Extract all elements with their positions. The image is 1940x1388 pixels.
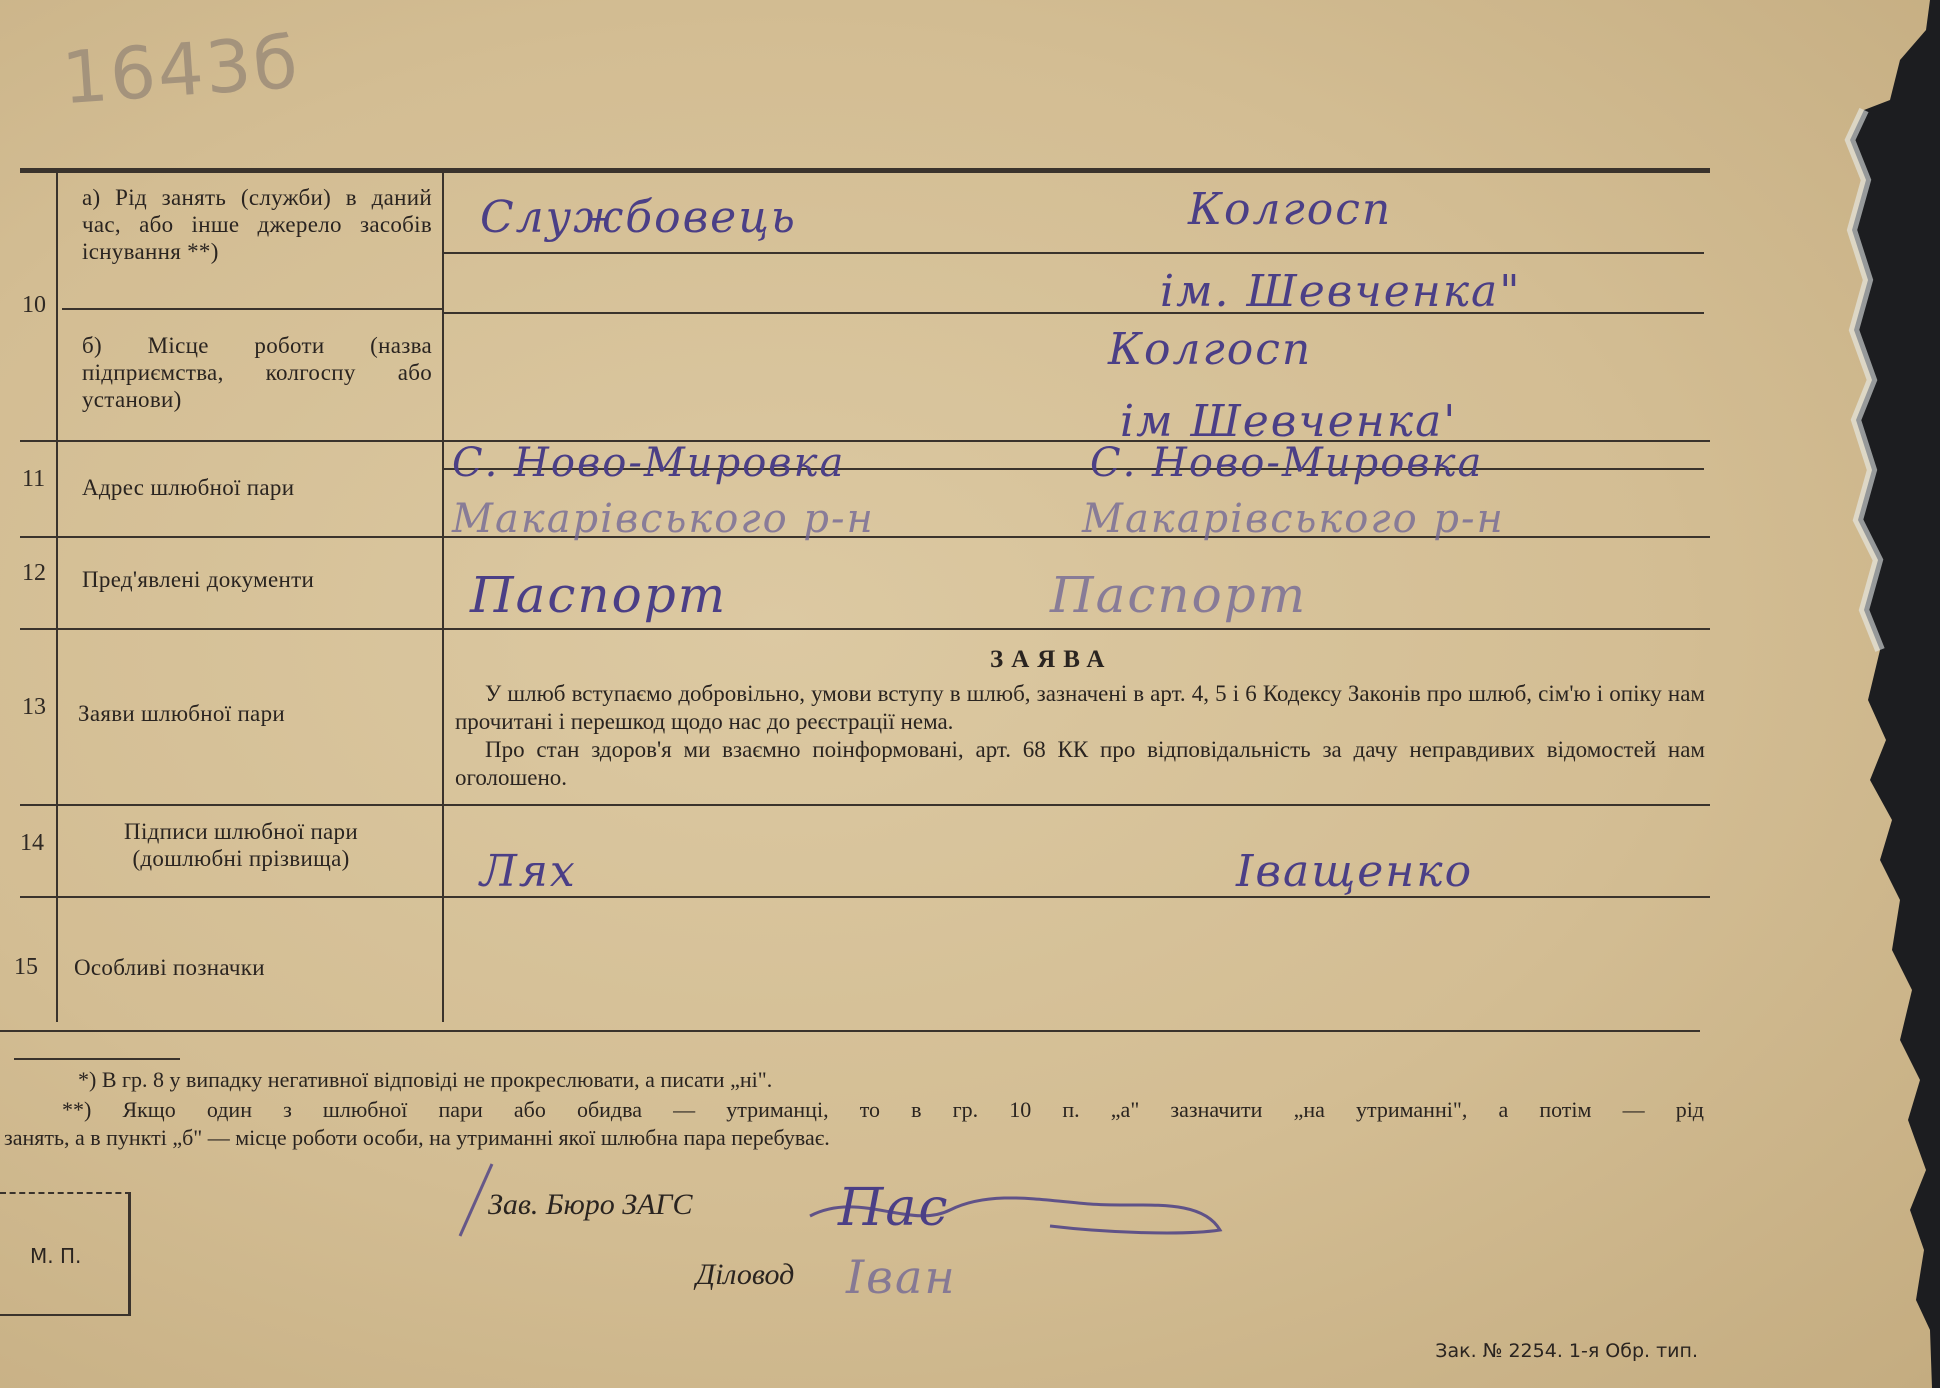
footnote-rule: [14, 1058, 180, 1060]
row-10a-value-right-1: Колгосп: [1188, 184, 1393, 235]
head-signature: Пас: [838, 1178, 950, 1238]
row-10a-label: а) Рід занять (служби) в даний час, або інше джерело засобів існування **): [82, 185, 432, 264]
clerk-label: Діловод: [696, 1258, 795, 1291]
table-top-border: [20, 168, 1710, 173]
row-12-bottom: [20, 628, 1710, 630]
statement-text: [455, 680, 1705, 792]
clerk-signature: Іван: [846, 1250, 957, 1304]
label-divider: [442, 172, 444, 1022]
row-number-15: 15: [14, 954, 38, 980]
row-14-signature-left: Лях: [480, 846, 577, 897]
row-13-bottom: [20, 804, 1710, 806]
row-number-14: 14: [20, 830, 44, 856]
table-bottom-border: [0, 1030, 1700, 1032]
row-11-label: Адрес шлюбної пари: [82, 475, 295, 500]
row-number-divider: [56, 172, 58, 1022]
row-12-value-right: Паспорт: [1050, 566, 1308, 624]
signature-slash: [452, 1160, 502, 1240]
statement-paragraph-1: У шлюб вступаємо добровільно, умови вступу в шлюб, зазначені в арт. 4, 5 і 6 Кодексу Законів про шлюб, сім'ю і опіку нам прочитані і перешкод щодо нас до реєстрації нема.: [455, 681, 1705, 734]
row-11-value-right-1: С. Ново-Мировка: [1090, 440, 1484, 486]
row-11-value-left-2: Макарівського р-н: [452, 496, 875, 542]
row-10b-value-right-2: ім Шевченка': [1120, 396, 1458, 447]
row-10a-value-right-2: ім. Шевченка": [1160, 266, 1522, 317]
row-15-label: Особливі позначки: [74, 955, 265, 980]
row-10a-bottom: [62, 308, 442, 310]
row-number-12: 12: [22, 560, 46, 586]
row-10a-value-left: Службовець: [480, 192, 797, 243]
head-signature-flourish: [800, 1170, 1240, 1250]
archive-number: 1643б: [59, 19, 303, 121]
row-12-value-left: Паспорт: [470, 566, 728, 624]
row-number-10: 10: [22, 292, 46, 318]
row-12-label: Пред'явлені документи: [82, 567, 315, 592]
row-10a-value-line-1: [444, 252, 1704, 254]
row-10b-value-right-1: Колгосп: [1108, 324, 1313, 375]
row-14-signature-right: Іващенко: [1236, 846, 1474, 897]
footnote-2-line-1: **) Якщо один з шлюбної пари або обидва — утриманці, то в гр. 10 п. „а" зазначити „на утриманні", а потім — рід: [62, 1097, 1704, 1122]
row-14-label: Підписи шлюбної пари (дошлюбні прізвища): [124, 819, 358, 871]
row-10b-label: б) Місце роботи (назва підприємства, колгоспу або установи): [82, 333, 432, 412]
stamp-label: М. П.: [30, 1244, 82, 1268]
footnote-2-line-2: занять, а в пункті „б" — місце роботи особи, на утриманні якої шлюбна пара перебуває.: [4, 1125, 830, 1150]
row-11-value-left-1: С. Ново-Мировка: [452, 440, 846, 486]
statement-paragraph-2: Про стан здоров'я ми взаємно поінформовані, арт. 68 КК про відповідальність за дачу неправдивих відомостей нам оголошено.: [455, 737, 1705, 790]
row-11-value-right-2: Макарівського р-н: [1082, 496, 1505, 542]
row-13-label: Заяви шлюбної пари: [78, 701, 285, 726]
statement-title: ЗАЯВА: [990, 646, 1113, 673]
row-number-11: 11: [22, 466, 46, 492]
footnote-1: *) В гр. 8 у випадку негативної відповіді не прокреслювати, а писати „ні".: [78, 1067, 773, 1092]
torn-edge: [1740, 0, 1940, 1388]
row-number-13: 13: [22, 694, 46, 720]
head-label: Зав. Бюро ЗАГС: [488, 1188, 693, 1221]
print-info: Зак. № 2254. 1-я Обр. тип.: [1435, 1340, 1698, 1362]
